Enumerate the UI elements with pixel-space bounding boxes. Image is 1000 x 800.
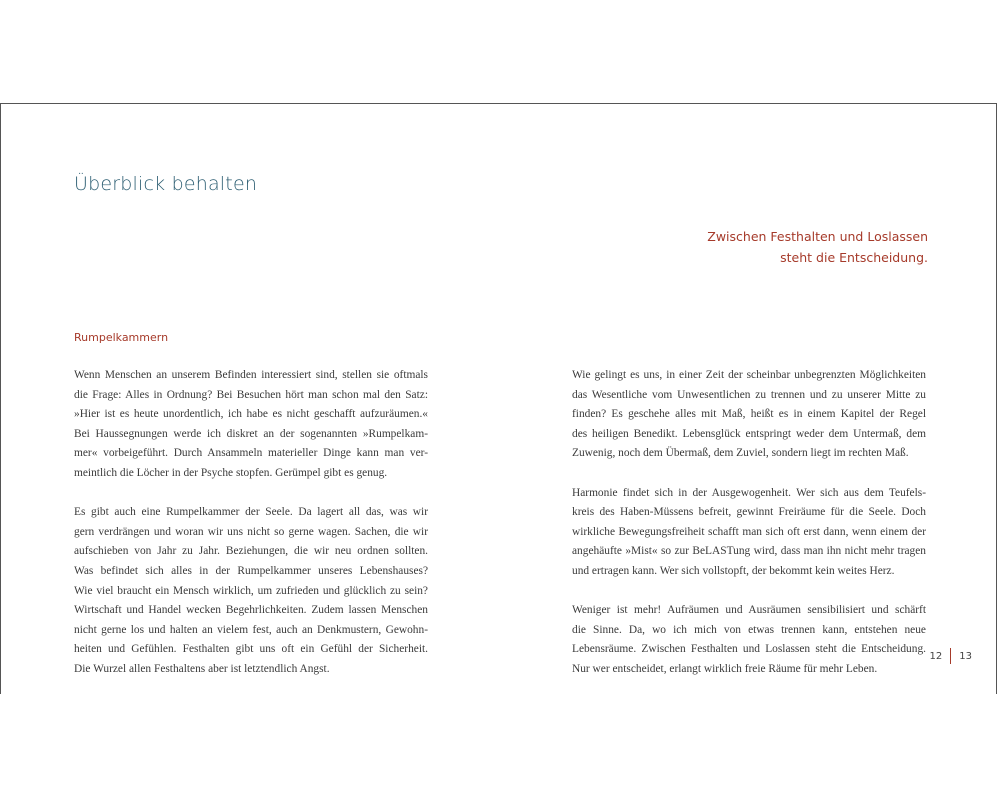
text-line: das Wesentliche vom Unwesentlichen zu trennen und zu unserer Mitte zu — [572, 388, 926, 401]
text-line: heiten und Gefühlen. Festhalten gibt uns oft ein Gefühl der Sicherheit. — [74, 643, 428, 656]
pull-quote-line: steht die Entscheidung. — [780, 250, 928, 265]
text-line: Wie gelingt es uns, in einer Zeit der scheinbar unbegrenzten Möglichkeiten — [572, 369, 926, 381]
text-line: mer« vorbeigeführt. Durch Ansammeln materieller Dinge kann man ver- — [74, 447, 428, 460]
left-text-column — [74, 366, 428, 699]
text-line: des heiligen Benedikt. Lebensglück entspringt weder dem Untermaß, dem — [572, 427, 926, 440]
paragraph — [572, 484, 926, 582]
text-line: Weniger ist mehr! Aufräumen und Ausräumen sensibilisiert und schärft — [572, 604, 926, 617]
text-line: und ertragen kann. Wer sich vollstopft, der bekommt kein weites Herz. — [572, 564, 895, 577]
page-number-right: 13 — [959, 650, 972, 662]
right-text-column — [572, 366, 926, 699]
text-line: Zuwenig, noch dem Übermaß, dem Zuviel, sondern liegt im rechten Maß. — [572, 447, 909, 460]
text-line: kreis des Haben-Müssens befreit, gewinnt Freiräume für die Seele. Doch — [572, 506, 926, 519]
text-line: »Hier ist es heute unordentlich, ich habe es nicht geschafft aufzuräumen.« — [74, 408, 428, 421]
text-line: Wie viel braucht ein Mensch wirklich, um zufrieden und glücklich zu sein? — [74, 584, 428, 597]
text-line: die Sinne. Da, wo ich mich von etwas trennen kann, entstehen neue — [572, 623, 926, 636]
text-line: finden? Es geschehe alles mit Maß, heißt es in einem Kapitel der Regel — [572, 408, 926, 421]
text-line: Nur wer entscheidet, erlangt wirklich freie Räume für mehr Leben. — [572, 662, 878, 675]
text-line: wirkliche Bewegungsfreiheit schafft man sich oft erst dann, wenn einem der — [572, 525, 926, 538]
paragraph — [74, 366, 428, 484]
pull-quote-line: Zwischen Festhalten und Loslassen — [707, 229, 928, 244]
paragraph — [572, 601, 926, 679]
text-line: nicht gerne los und halten an vielem fest, auch an Denkmustern, Gewohn- — [74, 623, 428, 636]
pull-quote — [707, 226, 928, 268]
text-line: Es gibt auch eine Rumpelkammer der Seele. Da lagert all das, was wir — [74, 506, 428, 519]
text-line: angehäufte »Mist« so zur BeLASTung wird, dass man ihn nicht mehr tragen — [572, 545, 926, 558]
text-line: Wirtschaft und Handel wecken Begehrlichkeiten. Zudem lassen Menschen — [74, 604, 428, 617]
text-line: Bei Haussegnungen werde ich diskret an der sogenannten »Rumpelkam- — [74, 427, 428, 440]
text-line: Die Wurzel allen Festhaltens aber ist letztendlich Angst. — [74, 662, 330, 675]
page-numbers — [930, 648, 972, 664]
page-number-divider — [950, 648, 951, 664]
page-number-left: 12 — [929, 650, 943, 662]
text-line: Was befindet sich alles in der Rumpelkammer unseres Lebenshauses? — [74, 564, 428, 577]
paragraph — [74, 503, 428, 679]
text-line: gern verdrängen und woran wir uns nicht so gerne wagen. Sachen, die wir — [74, 525, 428, 538]
text-line: Wenn Menschen an unserem Befinden interessiert sind, stellen sie oftmals — [74, 369, 428, 381]
page-title: Überblick behalten — [74, 173, 258, 195]
section-heading: Rumpelkammern — [74, 331, 169, 344]
text-line: meintlich die Löcher in der Psyche stopfen. Gerümpel gibt es genug. — [74, 466, 388, 479]
text-line: Lebensräume. Zwischen Festhalten und Loslassen steht die Entscheidung. — [572, 643, 926, 656]
text-line: die Frage: Alles in Ordnung? Bei Besuchen hört man schon mal den Satz: — [74, 388, 428, 401]
text-line: aufschieben von Jahr zu Jahr. Beziehungen, die wir neu ordnen sollten. — [74, 545, 428, 558]
paragraph — [572, 366, 926, 464]
text-line: Harmonie findet sich in der Ausgewogenheit. Wer sich aus dem Teufels- — [572, 486, 926, 499]
